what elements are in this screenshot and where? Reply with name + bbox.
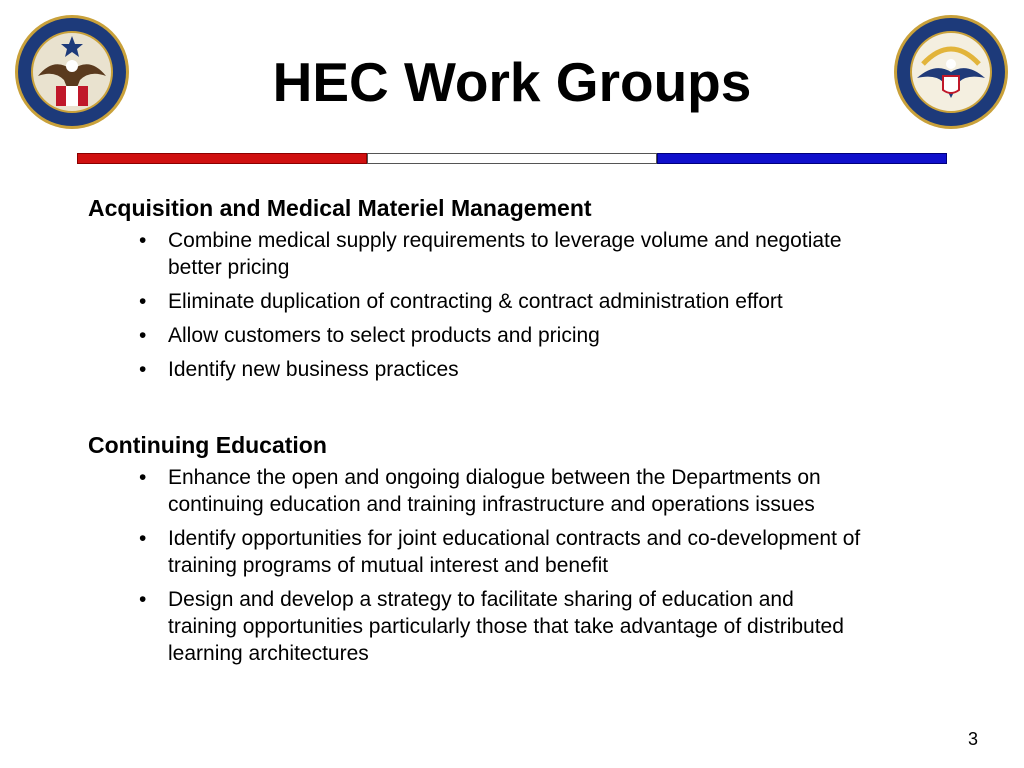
list-item: • Enhance the open and ongoing dialogue between the Departments on continuing education and training infrastructure and operations issues: [139, 466, 821, 516]
list-item-text: Identify new business practices: [168, 358, 459, 381]
bullet-list: [88, 464, 948, 667]
list-item: • Identify opportunities for joint educational contracts and co-development of training programs of mutual interest and benefit: [139, 527, 861, 577]
list-item: • Identify new business practices: [139, 358, 459, 381]
list-item: • Design and develop a strategy to facilitate sharing of education and training opportunities particularly those that take advantage of distributed learning architectures: [139, 588, 844, 665]
section-heading: Acquisition and Medical Materiel Management: [88, 195, 592, 221]
divider-red: [77, 153, 367, 164]
bullet-list: [88, 227, 948, 383]
section-acquisition: [88, 193, 948, 390]
list-item: • Allow customers to select products and pricing: [139, 324, 600, 347]
divider-blue: [657, 153, 947, 164]
divider-white: [367, 153, 657, 164]
list-item-text: Enhance the open and ongoing dialogue between the Departments on continuing education and training infrastructure and operations issues: [168, 466, 821, 516]
list-item-text: Allow customers to select products and pricing: [168, 324, 600, 347]
list-item-text: Combine medical supply requirements to leverage volume and negotiate better pricing: [168, 229, 842, 279]
section-heading: Continuing Education: [88, 432, 327, 458]
list-item-text: Eliminate duplication of contracting & contract administration effort: [168, 290, 783, 313]
list-item: • Combine medical supply requirements to leverage volume and negotiate better pricing: [139, 229, 842, 279]
list-item-text: Identify opportunities for joint educational contracts and co-development of training programs of mutual interest and benefit: [168, 527, 861, 577]
list-item: • Eliminate duplication of contracting & contract administration effort: [139, 290, 783, 313]
page-number: 3: [967, 729, 978, 749]
section-continuing-education: [88, 430, 948, 674]
slide-title: HEC Work Groups: [272, 51, 752, 113]
dod-seal-logo: [893, 14, 1009, 130]
list-item-text: Design and develop a strategy to facilitate sharing of education and training opportunities particularly those that take advantage of distributed learning architectures: [168, 588, 844, 665]
